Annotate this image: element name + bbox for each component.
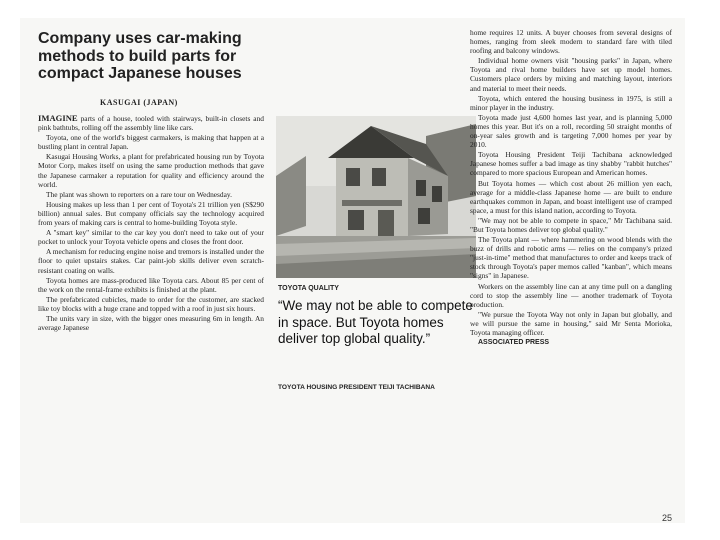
paragraph: Toyota Housing President Teiji Tachibana acknowledged Japanese homes suffer a bad image as tiny shabby "rabbit hutches" compared to more spacious European and American homes. (470, 150, 672, 178)
paragraph: The plant was shown to reporters on a rare tour on Wednesday. (46, 189, 232, 199)
quote-attribution: TOYOTA HOUSING PRESIDENT TEIJI TACHIBANA (278, 384, 435, 391)
paragraph: "We pursue the Toyota Way not only in Japan but globally, and we will pursue the same in housing," said Mr Senta Morioka, Toyota managing officer. (470, 309, 672, 337)
house-photo (276, 116, 476, 278)
pull-quote: “We may not be able to compete in space. But Toyota homes deliver top global quality.” (278, 298, 473, 346)
paragraph: A mechanism for reducing engine noise and tremors is installed under the floor to quiet upstairs stakes. Car paint-job skills deliver even scratch-resistant coating on walls. (38, 247, 264, 275)
paragraph: Individual home owners visit "housing parks" in Japan, where Toyota and rival home builders have set up model homes. Customers place orders by mixing and matching layout, interiors and material to meet their needs. (470, 56, 672, 93)
page-number: 25 (662, 513, 673, 523)
paragraph: Kasugai Housing Works, a plant for prefabricated housing run by Toyota Motor Corp, makes itself on using the same production methods that gave the Japanese carmaker a reputation for quality and efficiency around the world. (38, 152, 264, 189)
lead-dropcap: IMAGINE (38, 113, 78, 123)
paragraph: "We may not be able to compete in space," Mr Tachibana said. "But Toyota homes deliver top global quality." (470, 215, 672, 234)
article-headline: Company uses car-making methods to build parts for compact Japanese houses (38, 30, 242, 82)
paragraph: The units vary in size, with the bigger ones measuring 6m in length. An average Japanese (38, 313, 264, 333)
paragraph: Toyota, which entered the housing business in 1975, is still a minor player in the industry. (470, 93, 672, 112)
photo-caption-label: TOYOTA QUALITY (278, 285, 339, 292)
paragraph: A "smart key" similar to the car key you don't need to take out of your pocket to unlock your Toyota vehicle opens and closes the front door. (38, 228, 264, 247)
article-byline: KASUGAI (JAPAN) (100, 98, 178, 107)
article-credit: ASSOCIATED PRESS (478, 339, 550, 347)
paragraph: Toyota made just 4,600 homes last year, and is planning 5,000 homes this year. But it's on a roll, recording 50 straight months of on-year sales growth and is targeting 7,000 homes per year by 2010. (470, 112, 672, 150)
lead-text: parts of a house, tooled with stairways, built-in closets and pink bathtubs, rolling off the assembly line like cars. (38, 114, 264, 133)
article-column-3 (470, 28, 672, 348)
paragraph: The prefabricated cubicles, made to order for the customer, are stacked like toy blocks with a huge crane and topped with a roof in just six hours. (38, 294, 264, 313)
paragraph: The Toyota plant — where hammering on wood blends with the buzz of drills and robotic arms — relies on the company's prized "just-in-time" method that manufactures to order and keeps track of stock through Toyota's paper memos called "kanban", which means "signs" in Japanese. (470, 235, 672, 281)
article-column-1 (38, 114, 264, 333)
paragraph: Toyota, one of the world's biggest carmakers, is making that happen at a bustling plant in central Japan. (38, 133, 264, 152)
lead-paragraph (38, 114, 264, 132)
paragraph: home requires 12 units. A buyer chooses from several designs of homes, ranging from sleek modern to standard fare with tiled roofing and balcony windows. (470, 28, 672, 56)
paragraph: Workers on the assembly line can at any time pull on a dangling cord to stop the assembly line — another trademark of Toyota production. (470, 281, 672, 309)
paragraph: But Toyota homes — which cost about 26 million yen each, average for a middle-class Japanese home — are built to endure earthquakes common in Japan, and boast intelligent use of cramped space, a must for this island nation, according to Toyota. (470, 178, 672, 215)
paragraph: Housing makes up less than 1 per cent of Toyota's 21 trillion yen (S$290 billion) annual sales. But company officials say the technology acquired from years of making cars is central to home-building Toyota style. (38, 199, 264, 228)
newspaper-clipping (20, 18, 685, 523)
paragraph: Toyota homes are mass-produced like Toyota cars. About 85 per cent of the work on the rental-frame exhibits is finished at the plant. (38, 275, 264, 294)
